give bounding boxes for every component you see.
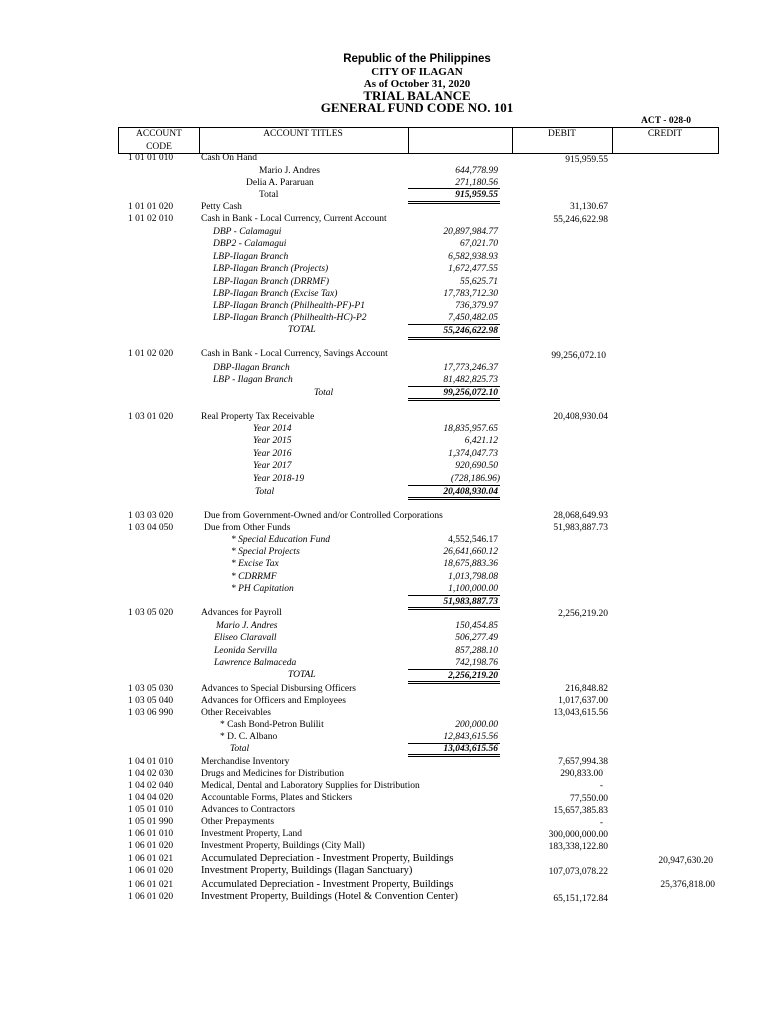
account-code: 1 01 01 010 <box>128 153 174 163</box>
subtotal-amount: 915,959.55 <box>455 190 498 200</box>
sub-label: LBP-Ilagan Branch (Philhealth-HC)-P2 <box>213 313 367 323</box>
sub-label: Year 2018-19 <box>253 474 305 484</box>
account-code: 1 04 02 040 <box>128 781 174 791</box>
account-code: 1 06 01 020 <box>128 892 174 902</box>
col-account-code: ACCOUNT <box>136 129 182 139</box>
account-title: Cash in Bank - Local Currency, Current Account <box>201 214 387 224</box>
account-title: Investment Property, Buildings (Hotel & Convention Center) <box>201 891 458 902</box>
account-title: Due from Other Funds <box>204 523 291 533</box>
debit-amount: 915,959.55 <box>565 155 608 165</box>
debit-amount: 77,550.00 <box>570 794 608 804</box>
total-double-rule <box>408 337 500 340</box>
account-title: Real Property Tax Receivable <box>201 412 315 422</box>
account-title: Advances for Officers and Employees <box>201 696 346 706</box>
total-double-rule <box>408 398 500 401</box>
sub-amount: 1,100,000.00 <box>448 584 498 594</box>
col-account-code-line2: CODE <box>146 142 172 152</box>
debit-amount: 55,246,622.98 <box>553 215 608 225</box>
subtotal-label: TOTAL <box>288 670 316 680</box>
account-title: Accumulated Depreciation - Investment Property, Buildings <box>201 879 454 890</box>
account-title: Cash On Hand <box>201 153 257 163</box>
debit-amount: 99,256,072.10 <box>551 351 606 361</box>
account-title: Other Prepayments <box>201 817 275 827</box>
account-code: 1 03 04 050 <box>128 523 174 533</box>
account-code: 1 03 05 040 <box>128 696 174 706</box>
debit-amount: 107,073,078.22 <box>548 867 608 877</box>
sub-amount: 6,421.12 <box>464 436 498 446</box>
sub-label: DBP2 - Calamagui <box>213 239 287 249</box>
sub-label: * CDRRMF <box>231 572 277 582</box>
sub-amount: 55,625.71 <box>460 277 498 287</box>
sub-label: * D. C. Albano <box>220 732 278 742</box>
account-title: Accumulated Depreciation - Investment Property, Buildings <box>201 853 454 864</box>
account-title: Advances to Contractors <box>201 805 295 815</box>
form-number: ACT - 028-0 <box>641 116 691 126</box>
subtotal-label: Total <box>314 388 334 398</box>
sub-label: Leonida Servilla <box>214 646 278 656</box>
account-code: 1 06 01 020 <box>128 866 174 876</box>
subtotal-label: TOTAL <box>288 325 316 335</box>
header-republic: Republic of the Philippines <box>343 53 491 65</box>
col-credit: CREDIT <box>647 129 683 139</box>
account-code: 1 01 02 020 <box>128 349 174 359</box>
header-title: TRIAL BALANCE <box>363 88 471 103</box>
header-date: As of October 31, 2020 <box>363 78 471 90</box>
account-title: Medical, Dental and Laboratory Supplies for Distribution <box>201 781 420 791</box>
subtotal-amount: 51,983,887.73 <box>443 597 498 607</box>
sub-label: Year 2017 <box>253 461 292 471</box>
account-code: 1 05 01 010 <box>128 805 174 815</box>
sub-amount: 20,897,984.77 <box>443 227 498 237</box>
sub-label: Mario J. Andres <box>216 621 278 631</box>
debit-amount: 290,833.00 <box>560 769 603 779</box>
account-title: Advances for Payroll <box>201 608 282 618</box>
debit-amount: 20,408,930.04 <box>553 412 608 422</box>
sub-amount: 736,379.97 <box>455 301 498 311</box>
total-double-rule <box>408 497 500 500</box>
sub-label: LBP-Ilagan Branch (Philhealth-PF)-P1 <box>213 301 365 311</box>
account-code: 1 04 04 020 <box>128 793 174 803</box>
debit-amount: 31,130.67 <box>570 202 608 212</box>
sub-amount: 18,835,957.65 <box>443 424 498 434</box>
sub-amount: 17,783,712.30 <box>443 289 498 299</box>
account-title: Petty Cash <box>201 202 242 212</box>
debit-amount: - <box>599 818 603 828</box>
total-double-rule <box>408 201 500 204</box>
debit-amount: 216,848.82 <box>565 684 608 694</box>
debit-amount: 2,256,219.20 <box>558 609 608 619</box>
subtotal-label: Total <box>230 744 250 754</box>
subtotal-amount: 20,408,930.04 <box>443 487 498 497</box>
col-debit: DEBIT <box>548 129 576 139</box>
account-title: Other Receivables <box>201 708 271 718</box>
account-code: 1 06 01 010 <box>128 829 174 839</box>
debit-amount: 13,043,615.56 <box>553 708 608 718</box>
account-title: Drugs and Medicines for Distribution <box>201 769 345 779</box>
sub-label: Year 2015 <box>253 436 292 446</box>
account-code: 1 04 01 010 <box>128 757 174 767</box>
sub-label: * Special Projects <box>231 547 300 557</box>
sub-amount: (728,186.96) <box>450 474 500 484</box>
account-code: 1 03 03 020 <box>128 511 174 521</box>
debit-amount: 28,068,649.93 <box>553 511 608 521</box>
account-title: Merchandise Inventory <box>201 757 290 767</box>
sub-amount: 26,641,660.12 <box>443 547 498 557</box>
sub-label: * Excise Tax <box>231 559 279 569</box>
account-title: Due from Government-Owned and/or Controlled Corporations <box>204 511 443 521</box>
sub-amount: 1,374,047.73 <box>448 449 498 459</box>
subtotal-amount: 99,256,072.10 <box>443 388 498 398</box>
sub-amount: 17,773,246.37 <box>443 363 498 373</box>
sub-label: Eliseo Claravall <box>214 633 277 643</box>
debit-amount: 183,338,122.80 <box>548 842 608 852</box>
debit-amount: 7,657,994.38 <box>558 757 608 767</box>
sub-label: Year 2016 <box>253 449 292 459</box>
account-code: 1 03 06 990 <box>128 708 174 718</box>
sub-amount: 506,277.49 <box>455 633 498 643</box>
sub-label: DBP-Ilagan Branch <box>213 363 290 373</box>
col-account-titles: ACCOUNT TITLES <box>263 129 343 139</box>
credit-amount: 20,947,630.20 <box>658 856 713 866</box>
sub-amount: 271,180.56 <box>455 178 498 188</box>
sub-amount: 150,454.85 <box>455 621 498 631</box>
account-code: 1 01 02 010 <box>128 214 174 224</box>
sub-amount: 200,000.00 <box>455 720 498 730</box>
total-double-rule <box>408 607 500 610</box>
sub-label: Delia A. Pararuan <box>246 178 314 188</box>
sub-label: DBP - Calamagui <box>213 227 282 237</box>
debit-amount: - <box>599 781 603 791</box>
sub-label: Year 2014 <box>253 424 292 434</box>
account-title: Accountable Forms, Plates and Stickers <box>201 793 353 803</box>
account-title: Cash in Bank - Local Currency, Savings Account <box>201 349 388 359</box>
account-code: 1 03 05 020 <box>128 608 174 618</box>
total-double-rule <box>408 681 500 684</box>
sub-label: Lawrence Balmaceda <box>214 658 297 668</box>
sub-label: LBP-Ilagan Branch <box>213 252 289 262</box>
debit-amount: 51,983,887.73 <box>553 523 608 533</box>
sub-amount: 857,288.10 <box>455 646 498 656</box>
sub-label: * PH Capitation <box>231 584 294 594</box>
account-code: 1 04 02 030 <box>128 769 174 779</box>
sub-amount: 18,675,883.36 <box>443 559 498 569</box>
debit-amount: 15,657,385.83 <box>553 806 608 816</box>
sub-label: LBP - Ilagan Branch <box>213 375 293 385</box>
sub-label: LBP-Ilagan Branch (DRRMF) <box>213 277 330 287</box>
debit-amount: 65,151,172.84 <box>553 894 608 904</box>
sub-label: LBP-Ilagan Branch (Projects) <box>213 264 329 274</box>
sub-label: Mario J. Andres <box>259 166 320 176</box>
debit-amount: 1,017,637.00 <box>558 696 608 706</box>
account-code: 1 03 01 020 <box>128 412 174 422</box>
sub-amount: 7,450,482.05 <box>448 313 498 323</box>
sub-label: LBP-Ilagan Branch (Excise Tax) <box>213 289 338 299</box>
subtotal-amount: 2,256,219.20 <box>448 671 498 681</box>
sub-label: * Special Education Fund <box>231 535 330 545</box>
subtotal-label: Total <box>255 487 275 497</box>
account-code: 1 06 01 021 <box>128 880 174 890</box>
sub-amount: 81,482,825.73 <box>443 375 498 385</box>
sub-amount: 4,552,546.17 <box>448 535 498 545</box>
header-city: CITY OF ILAGAN <box>371 66 463 78</box>
sub-amount: 6,582,938.93 <box>448 252 498 262</box>
account-title: Investment Property, Buildings (City Mall) <box>201 841 365 851</box>
sub-amount: 920,690.50 <box>455 461 498 471</box>
subtotal-amount: 55,246,622.98 <box>443 326 498 336</box>
account-title: Investment Property, Buildings (Ilagan Sanctuary) <box>201 865 413 876</box>
sub-amount: 1,013,798.08 <box>448 572 498 582</box>
header-fund: GENERAL FUND CODE NO. 101 <box>320 100 514 115</box>
credit-amount: 25,376,818.00 <box>660 880 715 890</box>
debit-amount: 300,000,000.00 <box>548 830 608 840</box>
account-code: 1 01 01 020 <box>128 202 174 212</box>
subtotal-amount: 13,043,615.56 <box>443 744 498 754</box>
subtotal-label: Total <box>259 190 279 200</box>
total-double-rule <box>408 754 500 757</box>
account-title: Investment Property, Land <box>201 829 302 839</box>
account-title: Advances to Special Disbursing Officers <box>201 684 356 694</box>
sub-amount: 644,778.99 <box>455 166 498 176</box>
sub-amount: 67,021.70 <box>460 239 498 249</box>
account-code: 1 06 01 021 <box>128 854 174 864</box>
header-amount-cell <box>408 127 513 154</box>
sub-label: * Cash Bond-Petron Bulilit <box>220 720 324 730</box>
account-code: 1 03 05 030 <box>128 684 174 694</box>
sub-amount: 1,672,477.55 <box>448 264 498 274</box>
sub-amount: 12,843,615.56 <box>443 732 498 742</box>
sub-amount: 742,198.76 <box>455 658 498 668</box>
account-code: 1 05 01 990 <box>128 817 174 827</box>
account-code: 1 06 01 020 <box>128 841 174 851</box>
